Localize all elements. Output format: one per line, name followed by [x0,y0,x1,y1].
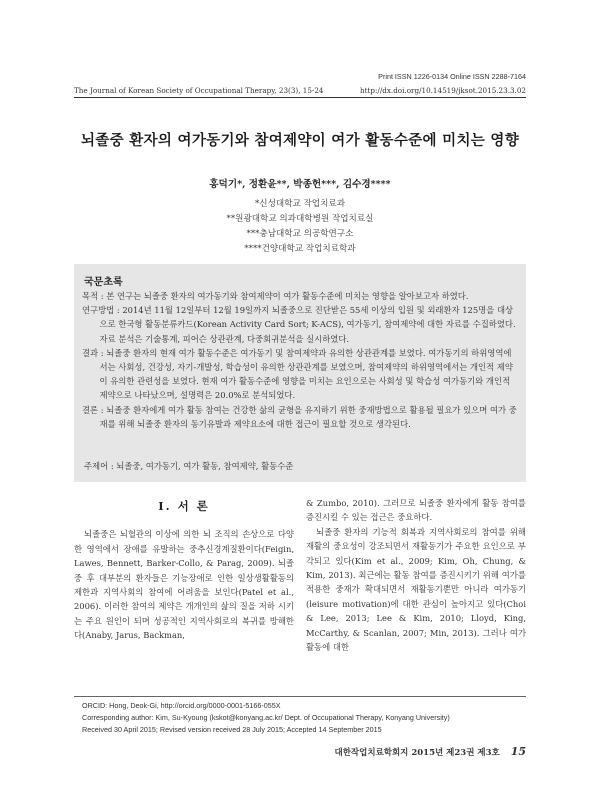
intro-paragraph-2: 뇌졸중 환자의 기능적 회복과 지역사회로의 참여를 위해 재활의 중요성이 강조되면서 재활동기가 주요한 요인으로 부각되고 있다(Kim et al., 2009; Kim, Oh, Chung, & Kim, 2013). 최근에는 활동 참여를 증진시키기 위해 여가를 적용한 중재가 확대되면서 재활동기뿐만 아니라 여가동기(leisure motivation)에 대한 관심이 높아지고 있다(Choi & Lee, 2013; Lee & Kim, 2010; Lloyd, King, McCarthy, & Scanlan, 2007; Min, 2013). 그러나 여가 활동에 대한 [306,526,526,653]
affiliation-2: **원광대학교 의과대학병원 작업치료실 [226,214,374,224]
right-column [306,496,526,654]
footnote-rule [74,696,526,697]
section-heading-introduction: Ⅰ. 서 론 [158,499,210,513]
paper-title: 뇌졸중 환자의 여가동기와 참여제약이 여가 활동수준에 미치는 영향 [80,132,520,149]
author-list: 홍덕기*, 정환윤**, 박종헌***, 김수경**** [209,179,391,190]
page-number: 15 [510,745,526,758]
affiliation-1: *신성대학교 작업치료과 [254,199,346,209]
footnotes [82,700,450,737]
page-footer [334,745,526,758]
journal-citation: The Journal of Korean Society of Occupational Therapy, 23(3), 15-24 [74,86,324,95]
affiliation-list [0,197,600,257]
affiliation-3: ***충남대학교 의공학연구소 [246,229,354,239]
footer-journal: 대한작업치료학회지 2015년 제23권 제3호 [334,748,500,758]
corresponding-author-footnote: Corresponding author: Kim, Su-Kyoung (kskot@konyang.ac.kr/ Dept. of Occupational Therapy, Konyang University) [82,713,450,723]
orcid-footnote: ORCID: Hong, Deok-Gi, http://orcid.org/0000-0001-5166-055X [82,701,281,710]
abstract-heading: 국문초록 [84,277,123,288]
keywords: 주제어 : 뇌졸중, 여가동기, 여가 활동, 참여제약, 활동수준 [84,461,294,471]
intro-paragraph-1: 뇌졸중은 뇌혈관의 이상에 의한 뇌 조직의 손상으로 다양한 영역에서 장애를 유발하는 중추신경계질환이다(Feigin, Lawes, Bennett, Barker-Collo, & Parag, 2009). 뇌졸중 후 대부분의 환자들은 기능장애로 인한 일상생활활동의 제한과 지역사회의 참여에 어려움을 보인다(Patel et al., 2006). 이러한 참여의 제약은 개개인의 삶의 질을 저하 시키는 주요 원인이 되며 성공적인 지역사회로의 복귀를 방해한다(Anaby, Jarus, Backman, [74,529,294,641]
abstract-method: 연구방법 : 2014년 11월 12일부터 12월 19일까지 뇌졸중으로 진단받은 55세 이상의 입원 및 외래환자 125명을 대상으로 한국형 활동분류카드(Korean Activity Card Sort; K-ACS), 여가동기, 참여제약에 대한 자료를 수집하였다. 자료 분석은 기술통계, 피어슨 상관관계, 다중회귀분석을 실시하였다. [82,305,516,344]
abstract-results: 결과 : 뇌졸중 환자의 현재 여가 활동수준은 여가동기 및 참여제약과 유의한 상관관계를 보였다. 여가동기의 하위영역에서는 사회성, 건강성, 자기-개발성, 학습성이 유의한 상관관계를 보였으며, 참여제약의 하위영역에서는 개인적 제약이 유의한 관련성을 보였다. 현재 여가 활동수준에 영향을 미치는 요인으로는 사회성 및 학습성 여가동기와 개인적 제약으로 나타났으며, 설명력은 20.0%로 분석되었다. [82,347,513,401]
affiliation-4: ****건양대학교 작업치료학과 [244,244,356,254]
issn-line: Print ISSN 1226-0134 Online ISSN 2288-7164 [378,72,526,81]
header-rule [74,97,526,98]
abstract-box [74,264,526,482]
left-column [74,496,294,643]
received-dates-footnote: Received 30 April 2015; Revised version received 28 July 2015; Accepted 14 September 2015 [82,725,382,735]
abstract-conclusion: 결론 : 뇌졸중 환자에게 여가 활동 참여는 건강한 삶의 균형을 유지하기 위한 중재방법으로 활용될 필요가 있으며 여가 중재를 위해 뇌졸중 환자의 동기유발과 제약요소에 대한 접근이 필요할 것으로 생각된다. [82,404,517,429]
abstract-purpose: 목적 : 본 연구는 뇌졸중 환자의 여가동기와 참여제약이 여가 활동수준에 미치는 영향을 알아보고자 하였다. [82,291,469,301]
doi-link[interactable]: http://dx.doi.org/10.14519/jksot.2015.23.3.02 [359,86,526,95]
abstract-body [82,289,518,431]
intro-paragraph-1-cont: & Zumbo, 2010). 그러므로 뇌졸중 환자에게 활동 참여를 증진시킬 수 있는 접근은 중요하다. [306,498,526,523]
